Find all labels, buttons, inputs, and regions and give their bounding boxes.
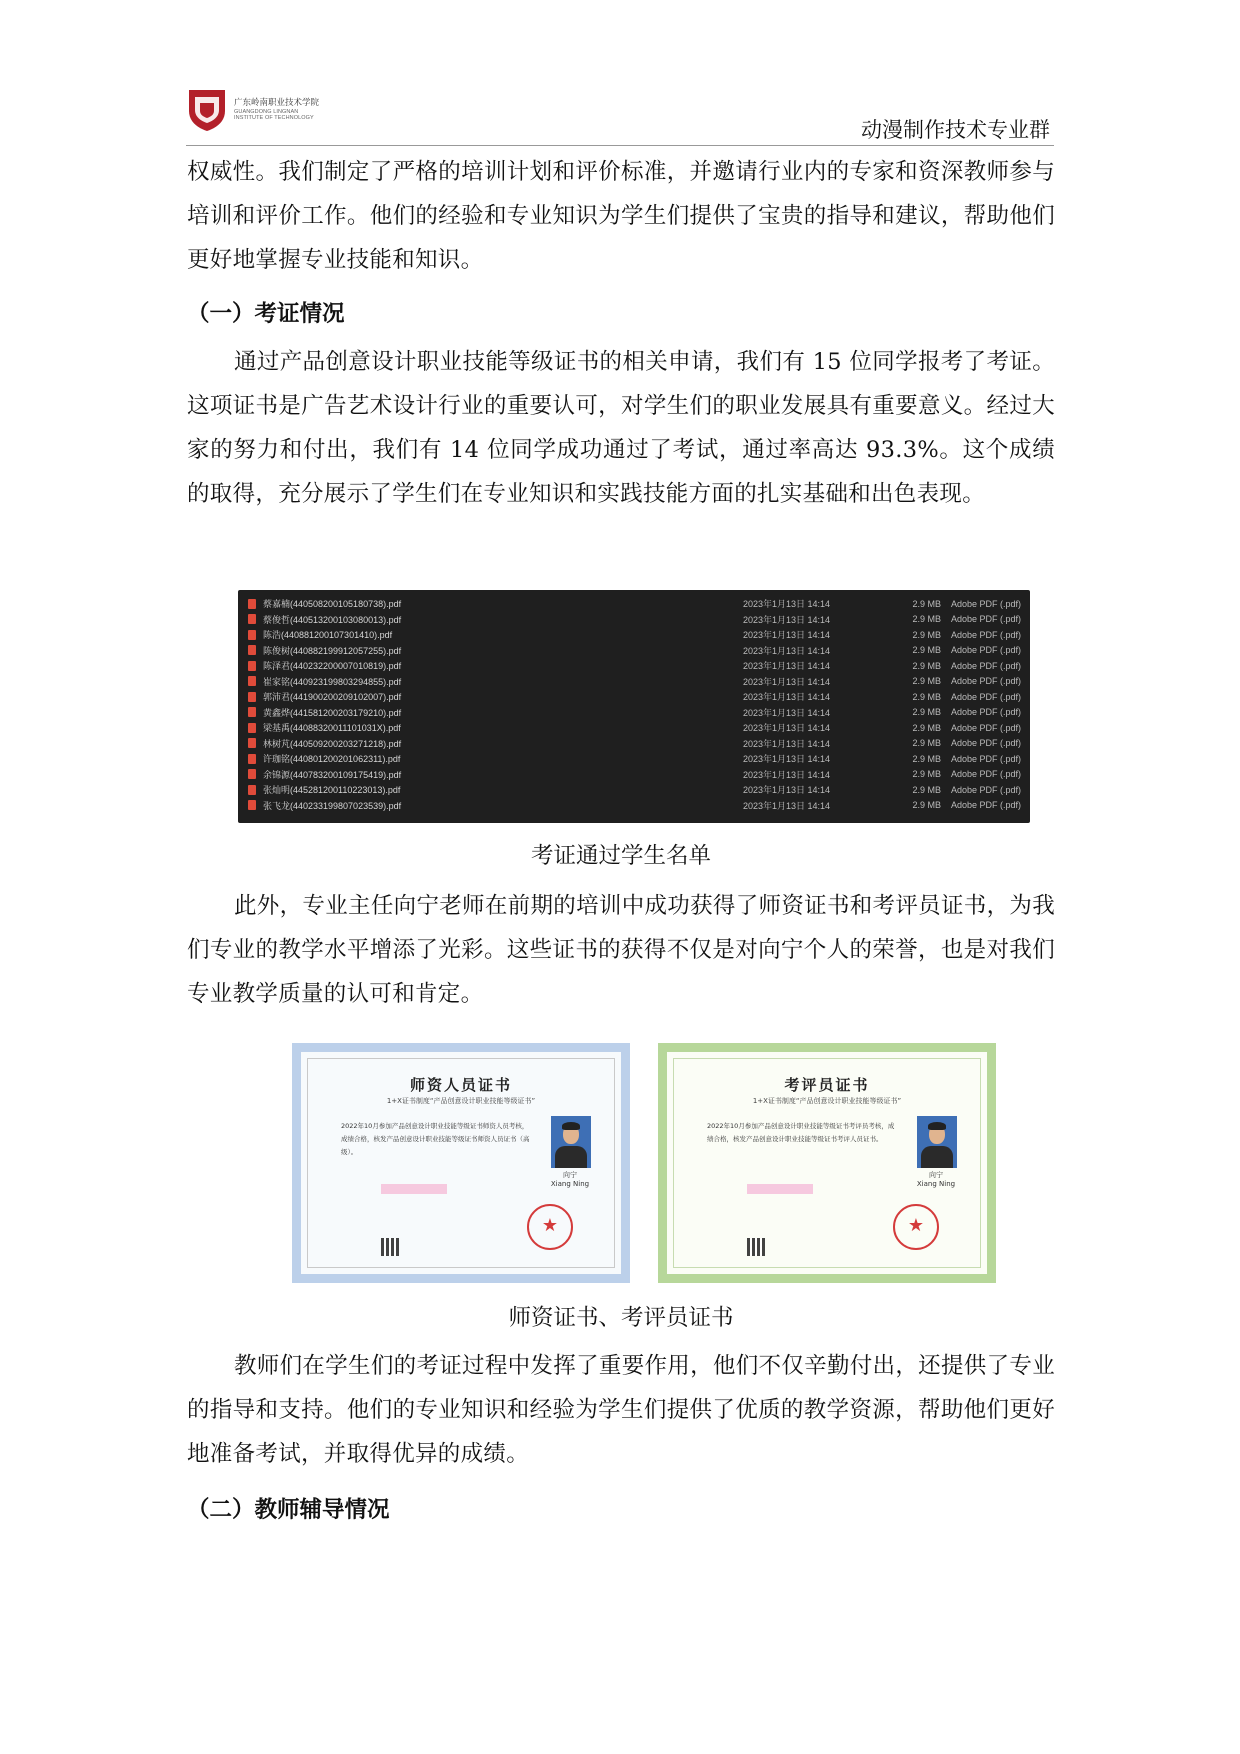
pdf-file-icon: [248, 645, 256, 655]
file-row[interactable]: [238, 658, 1030, 674]
file-row[interactable]: [238, 736, 1030, 752]
file-name: 余锦源(440783200109175419).pdf: [263, 769, 402, 780]
file-row[interactable]: [238, 612, 1030, 628]
file-size: 2.9 MB: [912, 784, 941, 795]
paragraph-4: [187, 1344, 1055, 1476]
qr-code-icon: [381, 1238, 399, 1256]
section-heading-1: （一）考证情况: [187, 301, 345, 327]
section-heading-2: （二）教师辅导情况: [187, 1497, 390, 1523]
caption-certificates: 师资证书、考评员证书: [508, 1305, 734, 1331]
file-row[interactable]: [238, 767, 1030, 783]
file-kind: Adobe PDF (.pdf): [951, 614, 1022, 625]
file-name: 张灿明(445281200110223013).pdf: [263, 785, 401, 796]
pdf-file-icon: [248, 785, 256, 795]
assessor-certificate-body: 2022年10月参加产品创意设计职业技能等级证书考评员考核，成绩合格，核发产品创意设计职业技能等级证书考评人员证书。: [707, 1122, 895, 1143]
file-date: 2023年1月13日 14:14: [743, 692, 831, 703]
department-title: 动漫制作技术专业群: [861, 118, 1050, 142]
file-row[interactable]: [238, 751, 1030, 767]
file-kind: Adobe PDF (.pdf): [951, 722, 1022, 733]
official-seal-icon: ★: [527, 1204, 573, 1250]
pdf-file-icon: [248, 723, 256, 733]
teacher-name-cn: 向宁: [563, 1171, 577, 1179]
file-size: 2.9 MB: [912, 645, 941, 656]
file-date: 2023年1月13日 14:14: [743, 738, 831, 749]
official-seal-icon: ★: [893, 1204, 939, 1250]
file-size: 2.9 MB: [912, 598, 941, 609]
teacher-certificate-title: 师资人员证书: [409, 1076, 512, 1094]
file-size: 2.9 MB: [912, 753, 941, 764]
paragraph-4-text: 教师们在学生们的考证过程中发挥了重要作用，他们不仅辛勤付出，还提供了专业的指导和支持。他们的专业知识和经验为学生们提供了优质的教学资源，帮助他们更好地准备考试，并取得优异的成绩。: [187, 1353, 1055, 1467]
file-kind: Adobe PDF (.pdf): [951, 707, 1022, 718]
file-name: 张飞龙(440233199807023539).pdf: [263, 800, 402, 811]
file-size: 2.9 MB: [912, 722, 941, 733]
file-kind: Adobe PDF (.pdf): [951, 738, 1022, 749]
file-kind: Adobe PDF (.pdf): [951, 800, 1022, 811]
file-kind: Adobe PDF (.pdf): [951, 598, 1022, 609]
pdf-file-icon: [248, 661, 256, 671]
paragraph-1: [187, 150, 1055, 282]
file-date: 2023年1月13日 14:14: [743, 723, 831, 734]
file-name: 林树芃(440509200203271218).pdf: [263, 738, 402, 749]
assessor-certificate-subtitle: 1+X证书制度“产品创意设计职业技能等级证书”: [752, 1097, 902, 1105]
header-divider: [186, 145, 1054, 146]
pdf-file-icon: [248, 614, 256, 624]
file-name: 许珈铭(440801200201062311).pdf: [263, 754, 401, 765]
file-name: 崔家铭(440923199803294855).pdf: [263, 676, 402, 687]
pdf-file-icon: [248, 692, 256, 702]
file-name: 陈俊树(440882199912057255).pdf: [263, 645, 402, 656]
file-kind: Adobe PDF (.pdf): [951, 769, 1022, 780]
file-kind: Adobe PDF (.pdf): [951, 660, 1022, 671]
file-kind: Adobe PDF (.pdf): [951, 691, 1022, 702]
file-date: 2023年1月13日 14:14: [743, 769, 831, 780]
teacher-certificate-name: [545, 1171, 595, 1189]
assessor-certificate-name: [911, 1171, 961, 1189]
file-name: 梁基禹(44088320011101031X).pdf: [263, 723, 401, 734]
file-kind: Adobe PDF (.pdf): [951, 629, 1022, 640]
logo-english-name-line2: INSTITUTE OF TECHNOLOGY: [234, 114, 314, 121]
logo-english-name-line1: GUANGDONG LINGNAN: [234, 108, 299, 115]
file-row[interactable]: [238, 782, 1030, 798]
file-row[interactable]: [238, 705, 1030, 721]
assessor-photo: [917, 1116, 957, 1168]
file-date: 2023年1月13日 14:14: [743, 707, 831, 718]
pdf-file-icon: [248, 769, 256, 779]
file-list-screenshot: [238, 590, 1030, 823]
paragraph-1-text: 权威性。我们制定了严格的培训计划和评价标准，并邀请行业内的专家和资深教师参与培训和评价工作。他们的经验和专业知识为学生们提供了宝贵的指导和建议，帮助他们更好地掌握专业技能和知识。: [187, 159, 1055, 273]
redacted-id: [747, 1184, 813, 1194]
file-date: 2023年1月13日 14:14: [743, 754, 831, 765]
pdf-file-icon: [248, 707, 256, 717]
file-row[interactable]: [238, 674, 1030, 690]
file-name: 黄鑫烨(441581200203179210).pdf: [263, 707, 402, 718]
file-row[interactable]: [238, 627, 1030, 643]
qr-code-icon: [747, 1238, 765, 1256]
shield-icon: [186, 87, 228, 133]
teacher-photo: [551, 1116, 591, 1168]
file-size: 2.9 MB: [912, 614, 941, 625]
paragraph-2: [187, 340, 1055, 516]
pdf-file-icon: [248, 630, 256, 640]
file-date: 2023年1月13日 14:14: [743, 614, 831, 625]
file-size: 2.9 MB: [912, 707, 941, 718]
file-kind: Adobe PDF (.pdf): [951, 645, 1022, 656]
file-row[interactable]: [238, 689, 1030, 705]
teacher-certificate-subtitle: 1+X证书制度“产品创意设计职业技能等级证书”: [386, 1097, 536, 1105]
pdf-file-icon: [248, 754, 256, 764]
teacher-name-en: Xiang Ning: [550, 1180, 590, 1188]
file-size: 2.9 MB: [912, 660, 941, 671]
file-kind: Adobe PDF (.pdf): [951, 784, 1022, 795]
file-row[interactable]: [238, 720, 1030, 736]
file-date: 2023年1月13日 14:14: [743, 645, 831, 656]
paragraph-3-text: 此外，专业主任向宁老师在前期的培训中成功获得了师资证书和考评员证书，为我们专业的教学水平增添了光彩。这些证书的获得不仅是对向宁个人的荣誉，也是对我们专业教学质量的认可和肯定。: [187, 893, 1055, 1007]
caption-file-list: 考证通过学生名单: [530, 843, 711, 869]
file-name: 郭沛君(441900200209102007).pdf: [263, 692, 402, 703]
file-name: 蔡俊哲(440513200103080013).pdf: [263, 614, 402, 625]
assessor-certificate-title: 考评员证书: [784, 1076, 870, 1094]
file-size: 2.9 MB: [912, 676, 941, 687]
redacted-id: [381, 1184, 447, 1194]
file-date: 2023年1月13日 14:14: [743, 630, 831, 641]
file-size: 2.9 MB: [912, 800, 941, 811]
file-kind: Adobe PDF (.pdf): [951, 676, 1022, 687]
file-date: 2023年1月13日 14:14: [743, 661, 831, 672]
assessor-name-en: Xiang Ning: [916, 1180, 956, 1188]
assessor-certificate: [658, 1043, 996, 1283]
file-size: 2.9 MB: [912, 629, 941, 640]
file-date: 2023年1月13日 14:14: [743, 785, 831, 796]
pdf-file-icon: [248, 599, 256, 609]
file-row[interactable]: [238, 643, 1030, 659]
file-size: 2.9 MB: [912, 691, 941, 702]
pdf-file-icon: [248, 738, 256, 748]
teacher-certificate: [292, 1043, 630, 1283]
paragraph-2-text: 通过产品创意设计职业技能等级证书的相关申请，我们有 15 位同学报考了考证。这项证书是广告艺术设计行业的重要认可，对学生们的职业发展具有重要意义。经过大家的努力和付出，我们有 14 位同学成功通过了考试，通过率高达 93.3%。这个成绩的取得，充分展示了学生们在专业知识和实践技能方面的扎实基础和出色表现。: [187, 349, 1055, 507]
teacher-certificate-body: 2022年10月参加产品创意设计职业技能等级证书师资人员考核，成绩合格，核发产品创意设计职业技能等级证书师资人员证书（高级）。: [341, 1122, 530, 1156]
school-logo: [186, 86, 336, 134]
logo-chinese-name: 广东岭南职业技术学院: [234, 98, 320, 109]
pdf-file-icon: [248, 800, 256, 810]
file-name: 蔡嘉楠(440508200105180738).pdf: [263, 599, 402, 610]
pdf-file-icon: [248, 676, 256, 686]
file-kind: Adobe PDF (.pdf): [951, 753, 1022, 764]
assessor-name-cn: 向宁: [929, 1171, 943, 1179]
file-date: 2023年1月13日 14:14: [743, 599, 831, 610]
file-name: 陈浩(440881200107301410).pdf: [263, 630, 393, 641]
paragraph-3: [187, 884, 1055, 1016]
file-row[interactable]: [238, 596, 1030, 612]
file-date: 2023年1月13日 14:14: [743, 800, 831, 811]
file-name: 陈泽君(440232200007010819).pdf: [263, 661, 402, 672]
file-date: 2023年1月13日 14:14: [743, 676, 831, 687]
file-row[interactable]: [238, 798, 1030, 814]
file-size: 2.9 MB: [912, 769, 941, 780]
file-size: 2.9 MB: [912, 738, 941, 749]
